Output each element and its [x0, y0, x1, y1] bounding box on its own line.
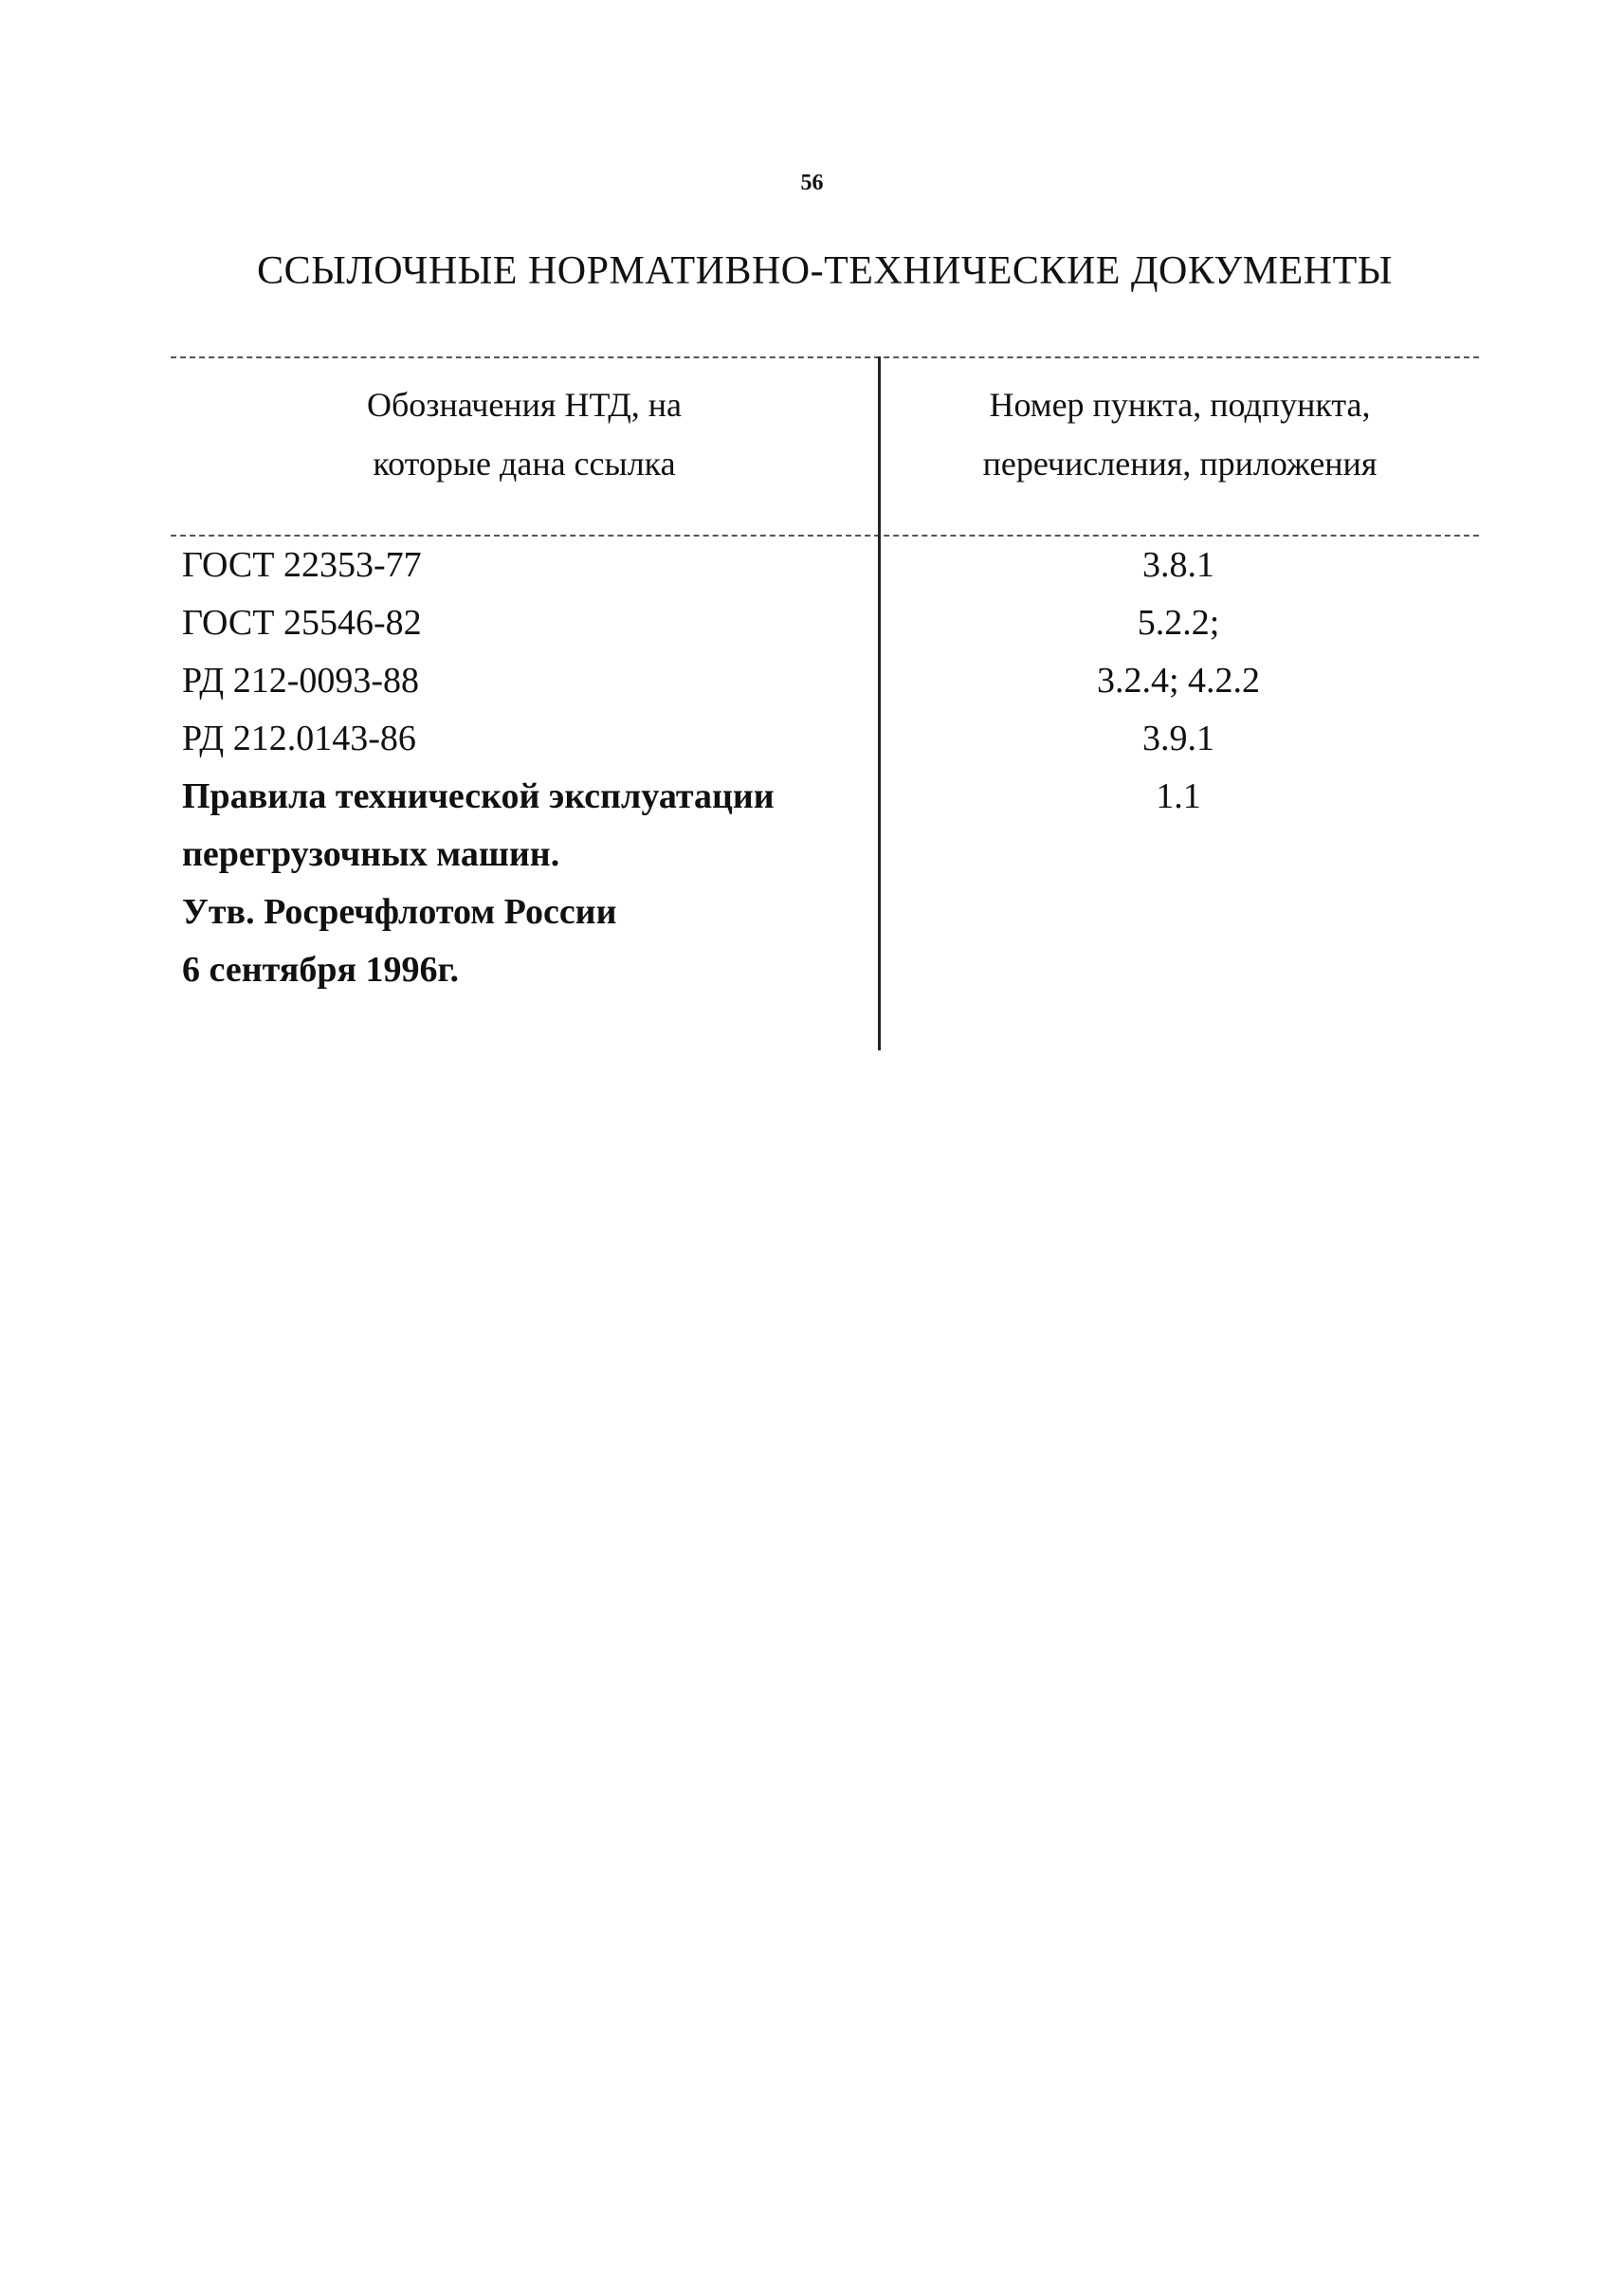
header-document-designation [171, 375, 878, 493]
references-table [171, 356, 1479, 1050]
table-row [171, 710, 1479, 768]
clause-reference: 3.8.1 [1142, 545, 1214, 585]
table-row [171, 594, 1479, 652]
rules-line-3: Утв. Росречфлотом России [182, 892, 617, 932]
document-designation: РД 212.0143-86 [182, 719, 416, 758]
page-number: 56 [800, 171, 824, 195]
table-row [171, 652, 1479, 710]
header-right-line-2: перечисления, приложения [982, 445, 1378, 483]
clause-reference: 1.1 [1156, 776, 1201, 816]
document-designation: РД 212-0093-88 [182, 661, 420, 701]
header-left-line-2: которые дана ссылка [373, 445, 676, 483]
document-designation: ГОСТ 25546-82 [182, 603, 422, 643]
table-row [171, 768, 1479, 999]
header-right-line-1: Номер пункта, подпункта, [989, 386, 1371, 424]
table-top-rule [171, 356, 1479, 358]
document-designation: ГОСТ 22353-77 [182, 545, 422, 585]
table-body [171, 537, 1479, 999]
header-clause-number [881, 375, 1479, 493]
rules-line-1: Правила технической эксплуатации [182, 776, 775, 816]
clause-reference: 3.9.1 [1142, 719, 1214, 758]
document-designation-rules [171, 768, 878, 999]
rules-line-2: перегрузочных машин. [182, 834, 560, 874]
document-title: ССЫЛОЧНЫЕ НОРМАТИВНО-ТЕХНИЧЕСКИЕ ДОКУМЕНТЫ [257, 249, 1393, 293]
clause-reference: 3.2.4; 4.2.2 [1096, 661, 1261, 701]
table-row [171, 537, 1479, 594]
clause-reference: 5.2.2; [1137, 603, 1220, 643]
rules-line-4: 6 сентября 1996г. [182, 950, 459, 990]
header-left-line-1: Обозначения НТД, на [366, 386, 683, 424]
